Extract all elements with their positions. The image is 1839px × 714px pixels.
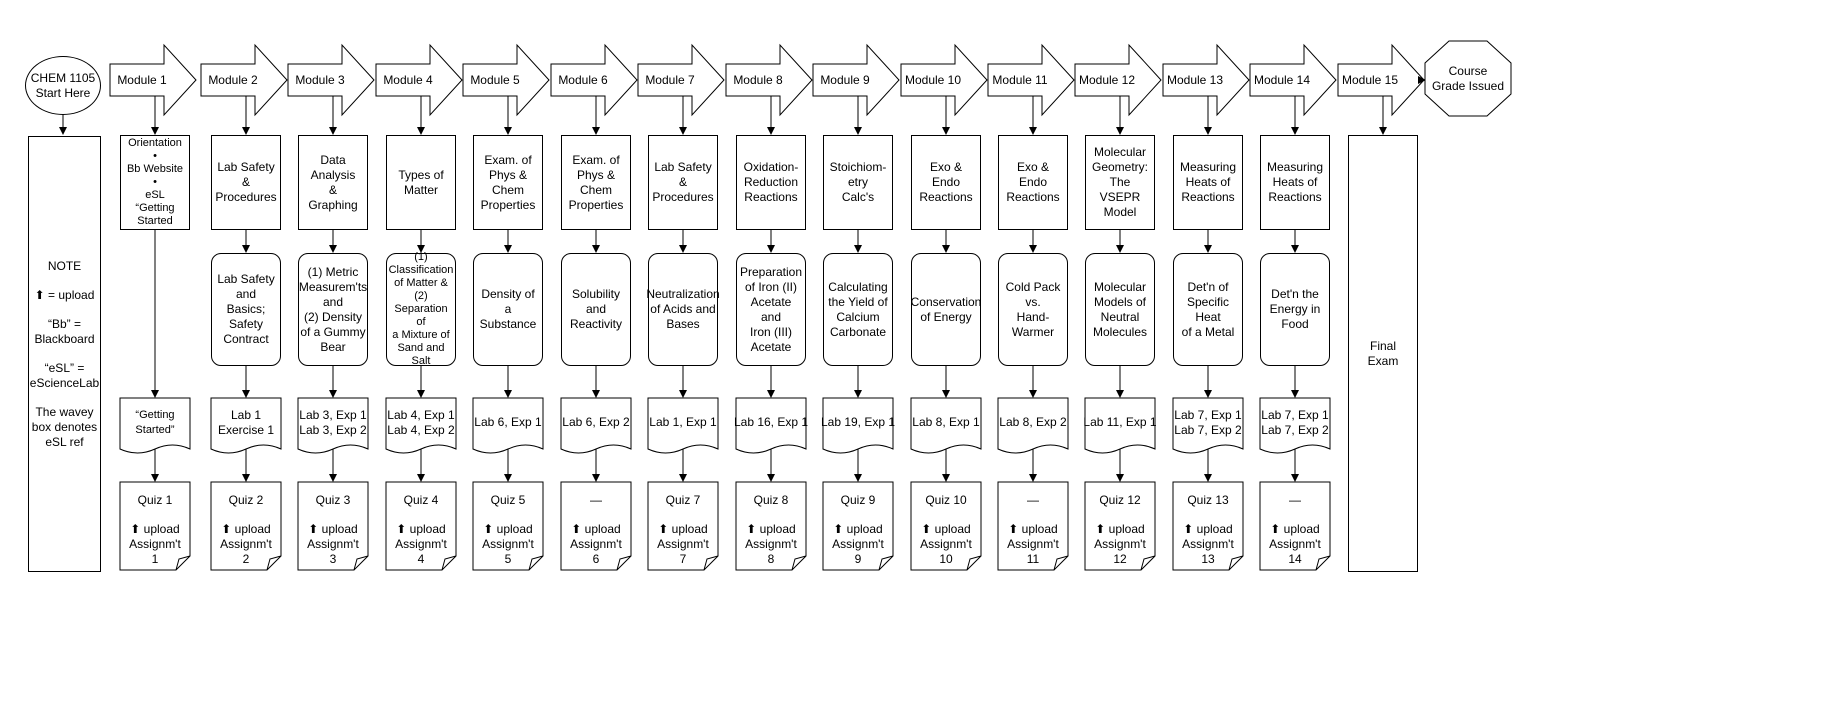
start-node: CHEM 1105 Start Here (25, 56, 101, 115)
module-title-14: Module 14 (1253, 72, 1311, 87)
quiz-doc-shape-2 (211, 482, 281, 570)
topic-box-4: Types of Matter (386, 135, 456, 230)
topic-box-13: Measuring Heats of Reactions (1173, 135, 1243, 230)
topic-box-14: Measuring Heats of Reactions (1260, 135, 1330, 230)
esl-ref-shape-9 (823, 398, 893, 453)
topic-box-2: Lab Safety & Procedures (211, 135, 281, 230)
module-title-9: Module 9 (820, 72, 870, 87)
module-title-15: Module 15 (1341, 72, 1399, 87)
topic-box-9: Stoichiom- etry Calc's (823, 135, 893, 230)
assignment-label-13: ⬆ upload Assignm't 13 (1182, 522, 1234, 566)
esl-ref-9: Lab 19, Exp 1 (820, 415, 896, 429)
quiz-doc-shape-10 (911, 482, 981, 570)
lab-box-5: Density of a Substance (473, 253, 543, 366)
module-arrow-3 (288, 45, 374, 115)
topic-box-8: Oxidation- Reduction Reactions (736, 135, 806, 230)
quiz-label-6: — (590, 492, 602, 507)
quiz-doc-shape-14 (1260, 482, 1330, 570)
assignment-label-14: ⬆ upload Assignm't 14 (1269, 522, 1321, 566)
note-box (28, 136, 101, 572)
module-title-1: Module 1 (117, 72, 167, 87)
module-arrow-15 (1338, 45, 1424, 115)
lab-box-11: Cold Pack vs. Hand- Warmer (998, 253, 1068, 366)
module-arrow-2 (201, 45, 287, 115)
quiz-label-12: Quiz 12 (1099, 492, 1141, 507)
topic-box-1: Orientation • Bb Website • eSL “Getting Started (120, 135, 190, 230)
quiz-label-13: Quiz 13 (1187, 492, 1229, 507)
lab-box-7: Neutralization of Acids and Bases (648, 253, 718, 366)
esl-ref-shape-13 (1173, 398, 1243, 453)
esl-ref-1: “Getting Started” (135, 408, 175, 436)
module-title-4: Module 4 (383, 72, 433, 87)
topic-box-5: Exam. of Phys & Chem Properties (473, 135, 543, 230)
esl-ref-7: Lab 1, Exp 1 (649, 415, 717, 429)
esl-ref-shape-2 (211, 398, 281, 453)
esl-ref-shape-10 (911, 398, 981, 453)
assignment-label-3: ⬆ upload Assignm't 3 (307, 522, 359, 566)
quiz-label-8: Quiz 8 (753, 492, 789, 507)
assignment-label-5: ⬆ upload Assignm't 5 (482, 522, 534, 566)
esl-ref-12: Lab 11, Exp 1 (1083, 415, 1157, 429)
quiz-label-5: Quiz 5 (490, 492, 526, 507)
module-arrow-4 (376, 45, 462, 115)
note-wavy-legend: The wavey box denotes eSL ref (31, 404, 98, 449)
module-title-8: Module 8 (733, 72, 783, 87)
assignment-label-10: ⬆ upload Assignm't 10 (920, 522, 972, 566)
quiz-doc-shape-11 (998, 482, 1068, 570)
module-title-7: Module 7 (645, 72, 695, 87)
module-arrow-12 (1075, 45, 1161, 115)
module-arrow-11 (988, 45, 1074, 115)
topic-box-11: Exo & Endo Reactions (998, 135, 1068, 230)
assignment-label-7: ⬆ upload Assignm't 7 (657, 522, 709, 566)
assignment-label-1: ⬆ upload Assignm't 1 (129, 522, 181, 566)
esl-ref-shape-7 (648, 398, 718, 453)
lab-box-13: Det'n of Specific Heat of a Metal (1173, 253, 1243, 366)
quiz-label-1: Quiz 1 (137, 492, 173, 507)
quiz-label-10: Quiz 10 (925, 492, 967, 507)
lab-box-3: (1) Metric Measurem'ts and (2) Density of a Gummy Bear (298, 253, 368, 366)
assignment-label-2: ⬆ upload Assignm't 2 (220, 522, 272, 566)
esl-ref-13: Lab 7, Exp 1 Lab 7, Exp 2 (1174, 407, 1242, 437)
quiz-label-11: — (1027, 492, 1039, 507)
module-title-11: Module 11 (992, 72, 1048, 87)
quiz-label-3: Quiz 3 (315, 492, 351, 507)
lab-box-4: (1) Classification of Matter & (2) Separation of a Mixture of Sand and Salt (386, 253, 456, 366)
module-title-13: Module 13 (1166, 72, 1224, 87)
quiz-doc-shape-8 (736, 482, 806, 570)
quiz-doc-shape-3 (298, 482, 368, 570)
module-arrow-5 (463, 45, 549, 115)
module-arrow-6 (551, 45, 637, 115)
lab-box-10: Conservation of Energy (911, 253, 981, 366)
esl-ref-shape-14 (1260, 398, 1330, 453)
note-title: NOTE (47, 258, 82, 273)
esl-ref-shape-1 (120, 398, 190, 453)
lab-box-12: Molecular Models of Neutral Molecules (1085, 253, 1155, 366)
module-title-6: Module 6 (558, 72, 608, 87)
esl-ref-6: Lab 6, Exp 2 (562, 415, 630, 429)
quiz-doc-shape-7 (648, 482, 718, 570)
module-arrow-9 (813, 45, 899, 115)
lab-box-14: Det'n the Energy in Food (1260, 253, 1330, 366)
final-exam-box: Final Exam (1348, 135, 1418, 572)
topic-box-6: Exam. of Phys & Chem Properties (561, 135, 631, 230)
assignment-label-9: ⬆ upload Assignm't 9 (832, 522, 884, 566)
quiz-doc-shape-13 (1173, 482, 1243, 570)
quiz-doc-shape-9 (823, 482, 893, 570)
assignment-label-8: ⬆ upload Assignm't 8 (745, 522, 797, 566)
lab-box-8: Preparation of Iron (II) Acetate and Iron (III) Acetate (736, 253, 806, 366)
esl-ref-shape-11 (998, 398, 1068, 453)
quiz-label-7: Quiz 7 (665, 492, 701, 507)
end-node-label: Course Grade Issued (1431, 63, 1505, 93)
assignment-label-12: ⬆ upload Assignm't 12 (1094, 522, 1146, 566)
lab-box-9: Calculating the Yield of Calcium Carbonate (823, 253, 893, 366)
esl-ref-shape-3 (298, 398, 368, 453)
quiz-doc-shape-5 (473, 482, 543, 570)
topic-box-3: Data Analysis & Graphing (298, 135, 368, 230)
module-arrow-14 (1250, 45, 1336, 115)
esl-ref-shape-4 (386, 398, 456, 453)
module-arrow-1 (110, 45, 196, 115)
note-esl-legend: “eSL” = eScienceLab (29, 360, 100, 390)
esl-ref-2: Lab 1 Exercise 1 (217, 407, 275, 437)
esl-ref-4: Lab 4, Exp 1 Lab 4, Exp 2 (387, 407, 455, 437)
module-title-2: Module 2 (208, 72, 258, 87)
esl-ref-shape-6 (561, 398, 631, 453)
module-arrow-13 (1163, 45, 1249, 115)
module-arrow-10 (901, 45, 987, 115)
esl-ref-11: Lab 8, Exp 2 (999, 415, 1067, 429)
esl-ref-shape-5 (473, 398, 543, 453)
module-title-5: Module 5 (470, 72, 520, 87)
module-title-3: Module 3 (295, 72, 345, 87)
note-bb-legend: “Bb” = Blackboard (34, 316, 95, 346)
quiz-label-4: Quiz 4 (403, 492, 439, 507)
topic-box-7: Lab Safety & Procedures (648, 135, 718, 230)
esl-ref-14: Lab 7, Exp 1 Lab 7, Exp 2 (1261, 407, 1329, 437)
esl-ref-shape-8 (736, 398, 806, 453)
esl-ref-3: Lab 3, Exp 1 Lab 3, Exp 2 (299, 407, 367, 437)
note-upload-legend: ⬆ = upload (34, 287, 95, 302)
module-arrow-8 (726, 45, 812, 115)
topic-box-10: Exo & Endo Reactions (911, 135, 981, 230)
esl-ref-shape-12 (1085, 398, 1155, 453)
module-title-12: Module 12 (1078, 72, 1136, 87)
esl-ref-5: Lab 6, Exp 1 (474, 415, 542, 429)
quiz-label-2: Quiz 2 (228, 492, 264, 507)
module-arrow-7 (638, 45, 724, 115)
assignment-label-11: ⬆ upload Assignm't 11 (1007, 522, 1059, 566)
module-title-10: Module 10 (904, 72, 962, 87)
quiz-doc-shape-1 (120, 482, 190, 570)
esl-ref-10: Lab 8, Exp 1 (912, 415, 980, 429)
quiz-doc-shape-6 (561, 482, 631, 570)
topic-box-12: Molecular Geometry: The VSEPR Model (1085, 135, 1155, 230)
lab-box-2: Lab Safety and Basics; Safety Contract (211, 253, 281, 366)
quiz-doc-shape-12 (1085, 482, 1155, 570)
assignment-label-4: ⬆ upload Assignm't 4 (395, 522, 447, 566)
quiz-doc-shape-4 (386, 482, 456, 570)
quiz-label-9: Quiz 9 (840, 492, 876, 507)
end-node (1424, 40, 1512, 117)
lab-box-6: Solubility and Reactivity (561, 253, 631, 366)
assignment-label-6: ⬆ upload Assignm't 6 (570, 522, 622, 566)
esl-ref-8: Lab 16, Exp 1 (733, 415, 809, 429)
quiz-label-14: — (1289, 492, 1301, 507)
